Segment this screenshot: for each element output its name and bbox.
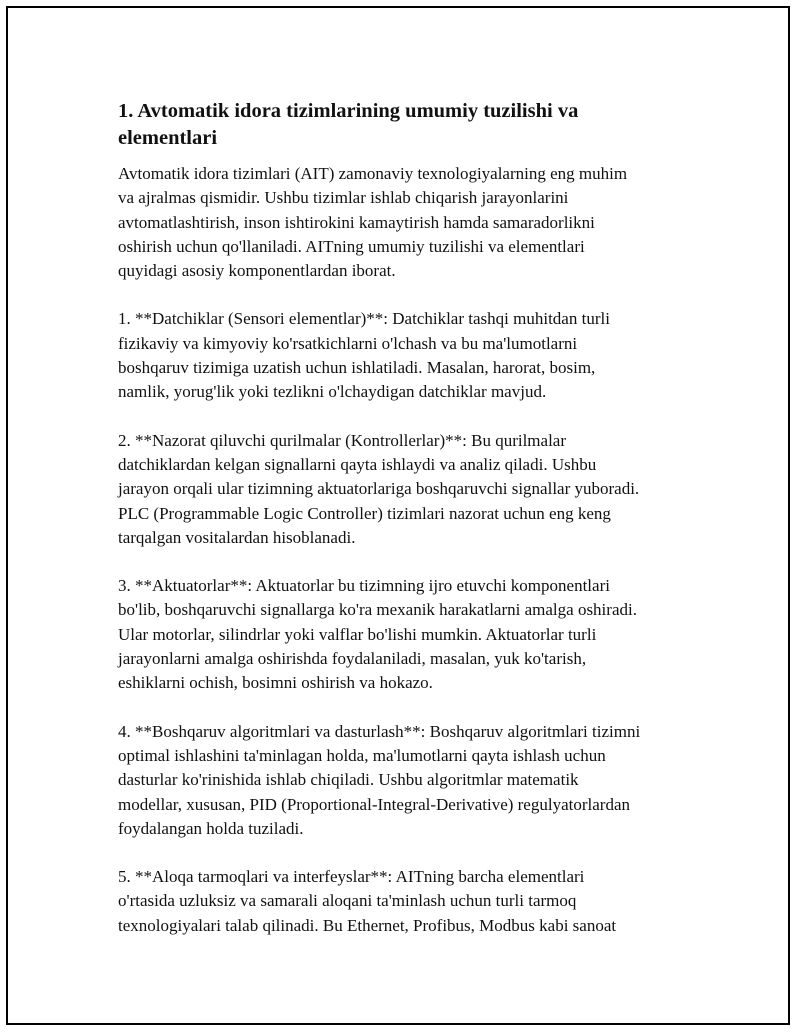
text-line: texnologiyalari talab qilinadi. Bu Ethernet, Profibus, Modbus kabi sanoat — [118, 915, 617, 935]
text-line: Avtomatik idora tizimlari (AIT) zamonaviy texnologiyalarning eng muhim — [118, 164, 628, 183]
text-line: boshqaruv tizimiga uzatish uchun ishlatiladi. Masalan, harorat, bosim, — [118, 358, 596, 378]
text-line: modellar, xususan, PID (Proportional-Integral-Derivative) regulyatorlardan — [118, 794, 630, 814]
text-line: namlik, yorug'lik yoki tezlikni o'lchaydigan datchiklar mavjud. — [118, 382, 547, 402]
document-page — [6, 6, 790, 1025]
text-line: foydalangan holda tuziladi. — [118, 818, 304, 838]
text-line: o'rtasida uzluksiz va samarali aloqani ta'minlash uchun turli tarmoq — [118, 891, 577, 911]
heading-line: elementlari — [118, 127, 218, 149]
heading-line: 1. Avtomatik idora tizimlarining umumiy tuzilishi va — [118, 100, 579, 122]
text-line: oshirish uchun qo'llaniladi. AITning umumiy tuzilishi va elementlari — [118, 236, 585, 256]
text-line: 2. **Nazorat qiluvchi qurilmalar (Kontrollerlar)**: Bu qurilmalar — [118, 430, 567, 450]
intro-paragraph — [118, 162, 698, 283]
text-line: fizikaviy va kimyoviy ko'rsatkichlarni o'lchash va bu ma'lumotlarni — [118, 333, 578, 353]
text-line: datchiklardan kelgan signallarni qayta ishlaydi va analiz qiladi. Ushbu — [118, 454, 597, 474]
actuators-paragraph — [118, 574, 698, 695]
text-line: 5. **Aloqa tarmoqlari va interfeyslar**: AITning barcha elementlari — [118, 867, 585, 887]
networks-paragraph — [118, 865, 698, 938]
text-line: 4. **Boshqaruv algoritmlari va dasturlash**: Boshqaruv algoritmlari tizimni — [118, 721, 641, 741]
text-line: va ajralmas qismidir. Ushbu tizimlar ishlab chiqarish jarayonlarini — [118, 188, 569, 208]
section-heading — [118, 98, 698, 152]
text-line: 1. **Datchiklar (Sensori elementlar)**: Datchiklar tashqi muhitdan turli — [118, 309, 610, 329]
text-line: 3. **Aktuatorlar**: Aktuatorlar bu tizimning ijro etuvchi komponentlari — [118, 576, 610, 596]
text-line: PLC (Programmable Logic Controller) tizimlari nazorat uchun eng keng — [118, 503, 611, 523]
algorithms-paragraph — [118, 720, 698, 841]
text-line: bo'lib, boshqaruvchi signallarga ko'ra mexanik harakatlarni amalga oshiradi. — [118, 600, 637, 620]
text-line: Ular motorlar, silindrlar yoki valflar bo'lishi mumkin. Aktuatorlar turli — [118, 624, 597, 644]
document-content — [118, 98, 698, 962]
text-line: avtomatlashtirish, inson ishtirokini kamaytirish hamda samaradorlikni — [118, 212, 595, 232]
text-line: jarayonlarni amalga oshirishda foydalaniladi, masalan, yuk ko'tarish, — [118, 649, 587, 669]
text-line: quyidagi asosiy komponentlardan iborat. — [118, 261, 396, 281]
controllers-paragraph — [118, 429, 698, 550]
text-line: jarayon orqali ular tizimning aktuatorlariga boshqaruvchi signallar yuboradi. — [118, 479, 640, 499]
text-line: tarqalgan vositalardan hisoblanadi. — [118, 527, 356, 547]
text-line: eshiklarni ochish, bosimni oshirish va hokazo. — [118, 673, 433, 693]
text-line: dasturlar ko'rinishida ishlab chiqiladi. Ushbu algoritmlar matematik — [118, 770, 579, 790]
sensors-paragraph — [118, 307, 698, 404]
text-line: optimal ishlashini ta'minlagan holda, ma'lumotlarni qayta ishlash uchun — [118, 745, 606, 765]
